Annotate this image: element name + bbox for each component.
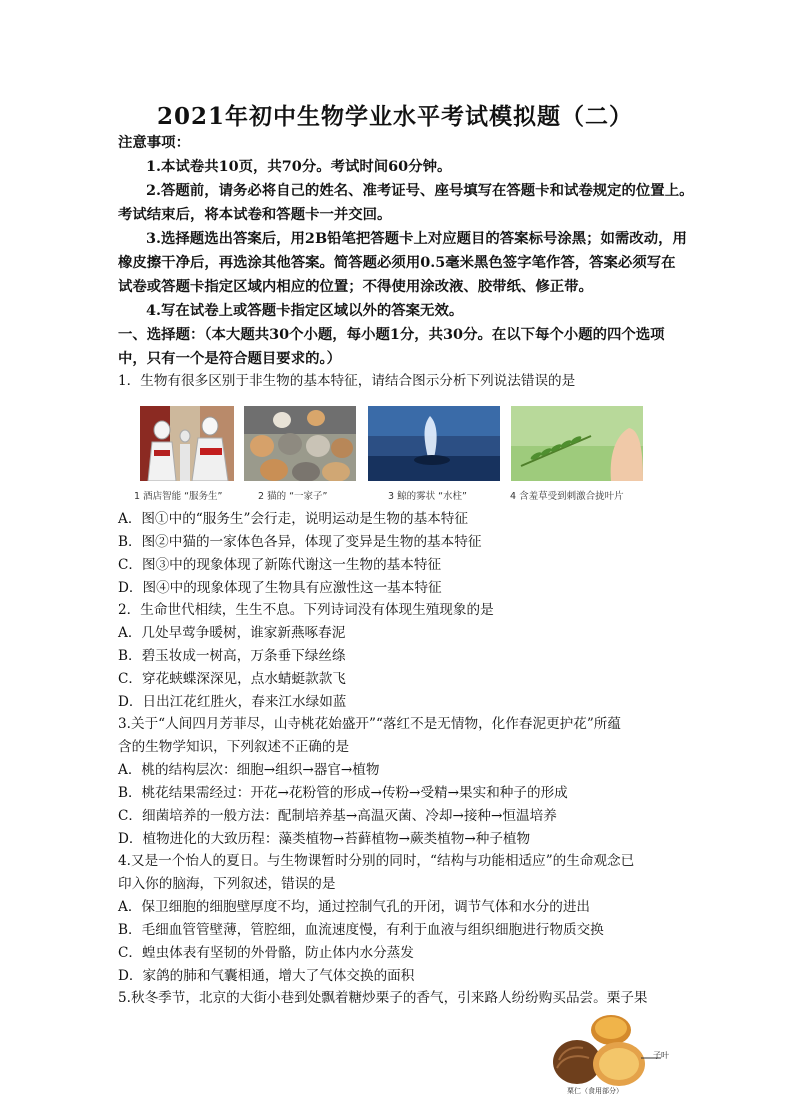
option: A．保卫细胞的细胞壁厚度不均，通过控制气孔的开闭，调节气体和水分的进出 xyxy=(118,899,591,915)
option: C．穿花蛱蝶深深见，点水蜻蜓款款飞 xyxy=(118,671,346,687)
question-stem: 4.又是一个怡人的夏日。与生物课暂时分别的同时，“结构与功能相适应”的生命观念已 xyxy=(118,853,635,869)
option: B．图②中猫的一家体色各异，体现了变异是生物的基本特征 xyxy=(118,534,482,550)
notice-heading: 注意事项： xyxy=(118,134,190,151)
option: C．细菌培养的一般方法：配制培养基→高温灭菌、冷却→接种→恒温培养 xyxy=(118,808,557,824)
notice-item: 橡皮擦干净后，再选涂其他答案。简答题必须用0.5毫米黑色签字笔作答，答案必须写在 xyxy=(118,254,676,271)
kernel-label: 栗仁（食用部分） xyxy=(567,1087,623,1095)
option: D．日出江花红胜火，春来江水绿如蓝 xyxy=(118,694,347,710)
option: A．图①中的“服务生”会行走，说明运动是生物的基本特征 xyxy=(118,511,468,527)
figure-caption: 1 酒店智能 “服务生” xyxy=(134,491,223,502)
section-heading-cont: 中，只有一个是符合题目要求的。） xyxy=(118,350,342,367)
question-stem-cont: 含的生物学知识，下列叙述不正确的是 xyxy=(118,739,350,755)
mimosa-image xyxy=(511,406,643,481)
notice-item: 2.答题前，请务必将自己的姓名、准考证号、座号填写在答题卡和试卷规定的位置上。 xyxy=(146,182,694,199)
option: B．毛细血管管壁薄，管腔细，血流速度慢，有利于血液与组织细胞进行物质交换 xyxy=(118,922,604,938)
figure-caption: 3 鲸的雾状 “水柱” xyxy=(388,491,467,502)
whale-spout-image xyxy=(368,406,500,481)
question-stem: 5.秋冬季节，北京的大街小巷到处飘着糖炒栗子的香气，引来路人纷纷购买品尝。栗子果 xyxy=(118,990,648,1006)
option: B．桃花结果需经过：开花→花粉管的形成→传粉→受精→果实和种子的形成 xyxy=(118,785,568,801)
question-stem: 3.关于“人间四月芳菲尽，山寺桃花始盛开”“落红不是无情物，化作春泥更护花”所蕴 xyxy=(118,716,621,732)
option: A．桃的结构层次：细胞→组织→器官→植物 xyxy=(118,762,380,778)
option: B．碧玉妆成一树高，万条垂下绿丝绦 xyxy=(118,648,346,664)
notice-item: 4.写在试卷上或答题卡指定区域以外的答案无效。 xyxy=(146,302,464,319)
section-heading: 一、选择题：（本大题共30个小题，每小题1分，共30分。在以下每个小题的四个选项 xyxy=(118,326,665,343)
figure-caption: 2 猫的 “一家子” xyxy=(258,491,328,502)
option: D．家鸽的肺和气囊相通，增大了气体交换的面积 xyxy=(118,968,415,984)
figure-caption: 4 含羞草受到刺激合拢叶片 xyxy=(510,491,624,502)
option: C．图③中的现象体现了新陈代谢这一生物的基本特征 xyxy=(118,557,442,573)
option: D．图④中的现象体现了生物具有应激性这一基本特征 xyxy=(118,580,442,596)
notice-item: 3.选择题选出答案后，用2B铅笔把答题卡上对应题目的答案标号涂黑；如需改动，用 xyxy=(146,230,687,247)
notice-item: 1.本试卷共10页，共70分。考试时间60分钟。 xyxy=(146,158,452,175)
notice-item: 考试结束后，将本试卷和答题卡一并交回。 xyxy=(118,206,392,223)
chestnut-image xyxy=(549,1014,689,1098)
question-stem: 2．生命世代相续，生生不息。下列诗词没有体现生殖现象的是 xyxy=(118,602,494,618)
question-stem-cont: 印入你的脑海，下列叙述，错误的是 xyxy=(118,876,336,892)
option: D．植物进化的大致历程：藻类植物→苔藓植物→蕨类植物→种子植物 xyxy=(118,831,531,847)
exam-title: 2021年初中生物学业水平考试模拟题（二） xyxy=(156,103,633,130)
robot-waiter-image xyxy=(140,406,234,481)
option: A．几处早莺争暖树，谁家新燕啄春泥 xyxy=(118,625,346,641)
question-stem: 1．生物有很多区别于非生物的基本特征，请结合图示分析下列说法错误的是 xyxy=(118,373,576,389)
option: C．蝗虫体表有坚韧的外骨骼，防止体内水分蒸发 xyxy=(118,945,414,961)
cotyledon-label: 子叶 xyxy=(653,1051,669,1060)
cat-family-image xyxy=(244,406,356,481)
notice-item: 试卷或答题卡指定区域内相应的位置；不得使用涂改液、胶带纸、修正带。 xyxy=(118,278,593,295)
